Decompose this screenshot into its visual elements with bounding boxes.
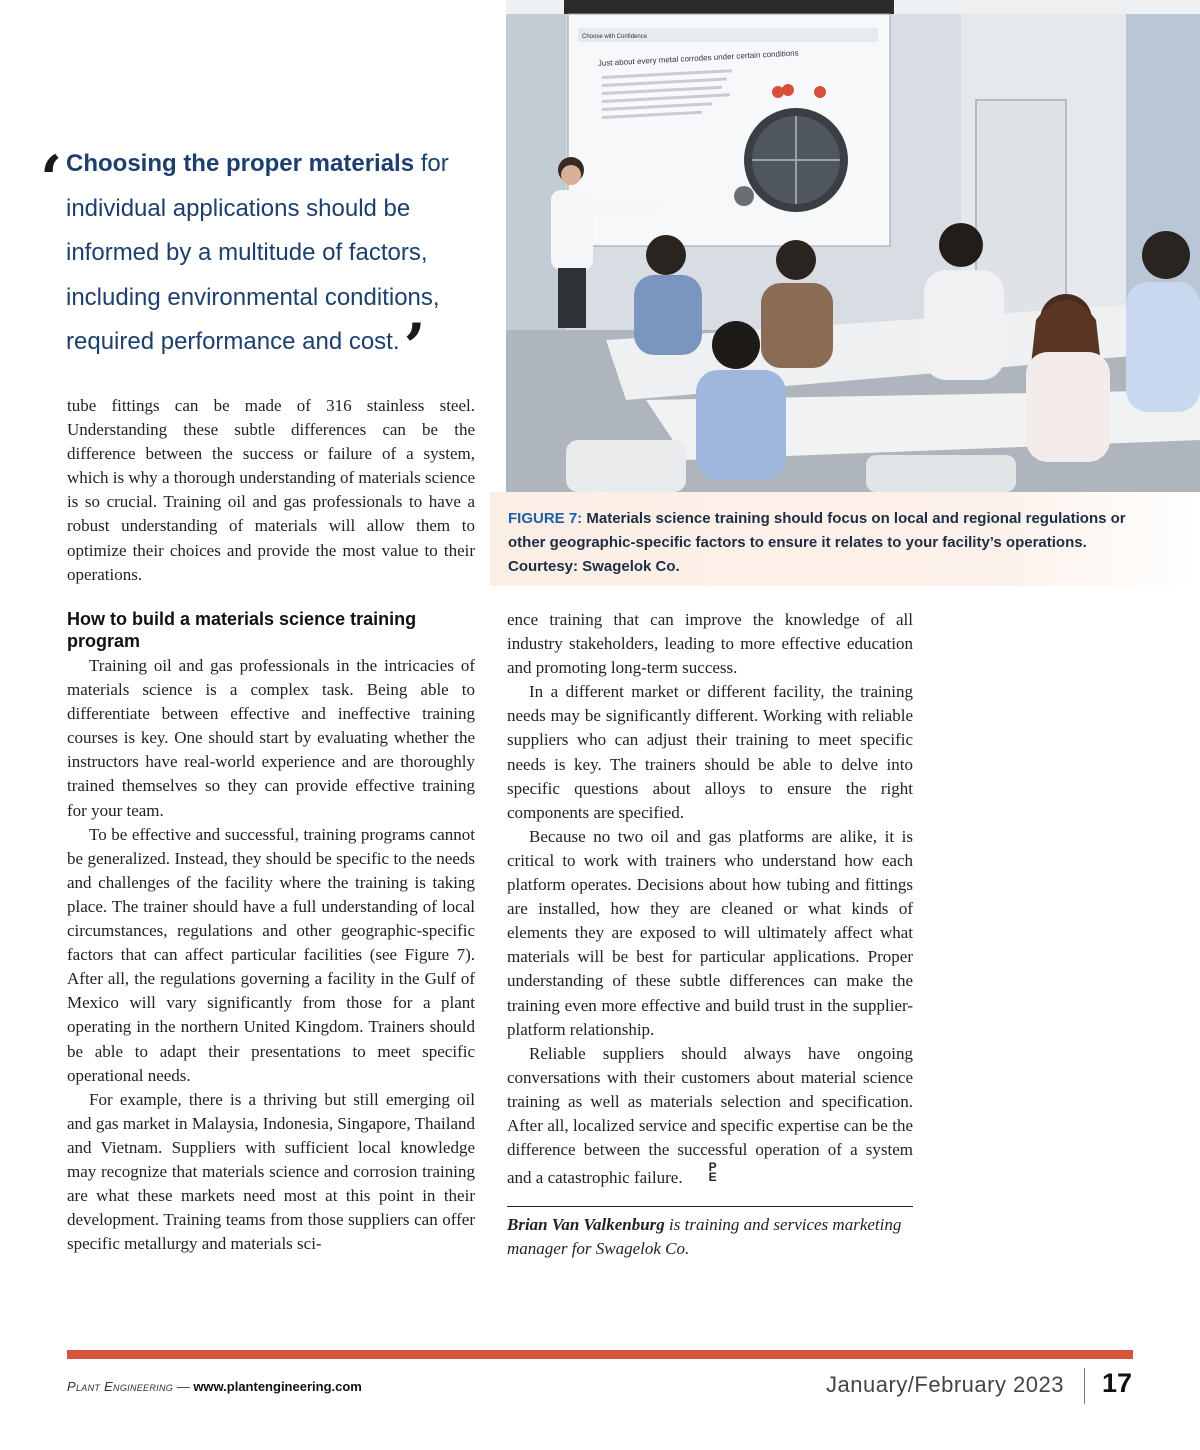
section-heading: How to build a materials science training program bbox=[67, 609, 417, 651]
paragraph: For example, there is a thriving but still emerging oil and gas market in Malaysia, Indonesia, Singapore, Thailand and Vietnam. Suppliers with sufficient local knowledge may recognize that materials science and corrosion training are what these markets need most at this point in their development. Training teams from those suppliers can offer specific metallurgy and materials sci- bbox=[67, 1089, 475, 1254]
end-mark-top: P bbox=[708, 1160, 717, 1175]
body-column-left bbox=[67, 608, 475, 1256]
figure-caption bbox=[508, 507, 1158, 579]
body-column-left-top bbox=[67, 394, 475, 587]
paragraph: In a different market or different facility, the training needs may be significantly different. Working with reliable suppliers who can adjust their training to meet specific needs is key. The trainers should be able to delve into specific questions about alloys to ensure the right components are specified. bbox=[507, 682, 913, 822]
body-column-right bbox=[507, 608, 913, 1261]
footer-rule bbox=[67, 1350, 1133, 1359]
slide-title: Just about every metal corrodes under certain conditions bbox=[597, 48, 799, 68]
pull-quote-bold-lead: Choosing the proper materials bbox=[66, 150, 415, 177]
page-number: 17 bbox=[1102, 1368, 1133, 1398]
training-classroom-photo bbox=[506, 0, 1200, 492]
publication-url[interactable]: www.plantengineering.com bbox=[193, 1379, 362, 1394]
author-name: Brian Van Valkenburg bbox=[507, 1215, 665, 1235]
paragraph-text: Reliable suppliers should always have ongoing conversations with their customers about material science training as well as materials selection and specification. After all, localized service and specific expertise can be the difference between the successful operation of a system and a catastrophic failure. bbox=[507, 1043, 913, 1188]
figure-caption-box bbox=[490, 492, 1200, 586]
paragraph: Because no two oil and gas platforms are alike, it is critical to work with trainers who understand how each platform operates. Decisions about how tubing and fittings are installed, how they are cleaned or what kinds of elements they are exposed to will ultimately affect what materials will be best for particular applications. Proper understanding of these subtle differences can make the training even more effective and build trust in the supplier-platform relationship. bbox=[507, 826, 913, 1039]
end-mark-bottom: E bbox=[708, 1170, 717, 1185]
author-bio bbox=[507, 1213, 913, 1261]
figure-label: FIGURE 7: bbox=[508, 510, 583, 527]
issue-date: January/February 2023 bbox=[826, 1372, 1064, 1397]
pull-quote-text: Choosing the proper materials for individual applications should be informed by a multitude of factors, including environmental conditions, required performance and cost.’ bbox=[66, 150, 449, 385]
paragraph: ence training that can improve the knowledge of all industry stakeholders, leading to more effective education and promoting long-term success. bbox=[507, 610, 913, 678]
figure-caption-text: Materials science training should focus on local and regional regulations or other geographic-specific factors to ensure it relates to your facility’s operations. Courtesy: Swagelok Co. bbox=[508, 510, 1126, 575]
footer-separator: — bbox=[173, 1379, 194, 1394]
footer-publication bbox=[67, 1379, 362, 1394]
open-quote-mark: ‘ bbox=[40, 142, 63, 217]
end-of-article-mark bbox=[687, 1160, 717, 1185]
slide-tab-label: Choose with Confidence bbox=[582, 34, 648, 40]
author-description: is training and services marketing manager for Swagelok Co. bbox=[507, 1215, 902, 1259]
paragraph: Training oil and gas professionals in the intricacies of materials science is a complex task. Being able to differentiate between effective and ineffective training courses is key. One should start by evaluating whether the instructors have real-world experience and are thoroughly trained themselves so they can provide effective training for your team. bbox=[67, 656, 475, 820]
paragraph bbox=[507, 1042, 913, 1191]
paragraph: tube fittings can be made of 316 stainless steel. Understanding these subtle differences can be the difference between the success or failure of a system, which is why a thorough understanding of materials science is so crucial. Training oil and gas professionals to have a robust understanding of materials will allow them to optimize their choices and provide the most value to their operations. bbox=[67, 396, 475, 584]
author-bio-rule bbox=[507, 1206, 913, 1261]
footer-divider bbox=[1084, 1368, 1085, 1404]
pull-quote bbox=[40, 142, 480, 385]
pull-quote-rest: for individual applications should be informed by a multitude of factors, including environmental conditions, required performance and cost. bbox=[66, 150, 449, 355]
paragraph: To be effective and successful, training programs cannot be generalized. Instead, they should be specific to the needs and challenges of the facility where the training is taking place. The trainer should have a full understanding of local circumstances, regulations and other geographic-specific factors that can affect particular facilities (see Figure 7). After all, the regulations governing a facility in the Gulf of Mexico will vary significantly from those for a plant operating in the northern United Kingdom. Trainers should be able to adapt their presentations to meet specific operational needs. bbox=[67, 824, 475, 1085]
publication-name: Plant Engineering bbox=[67, 1379, 174, 1394]
